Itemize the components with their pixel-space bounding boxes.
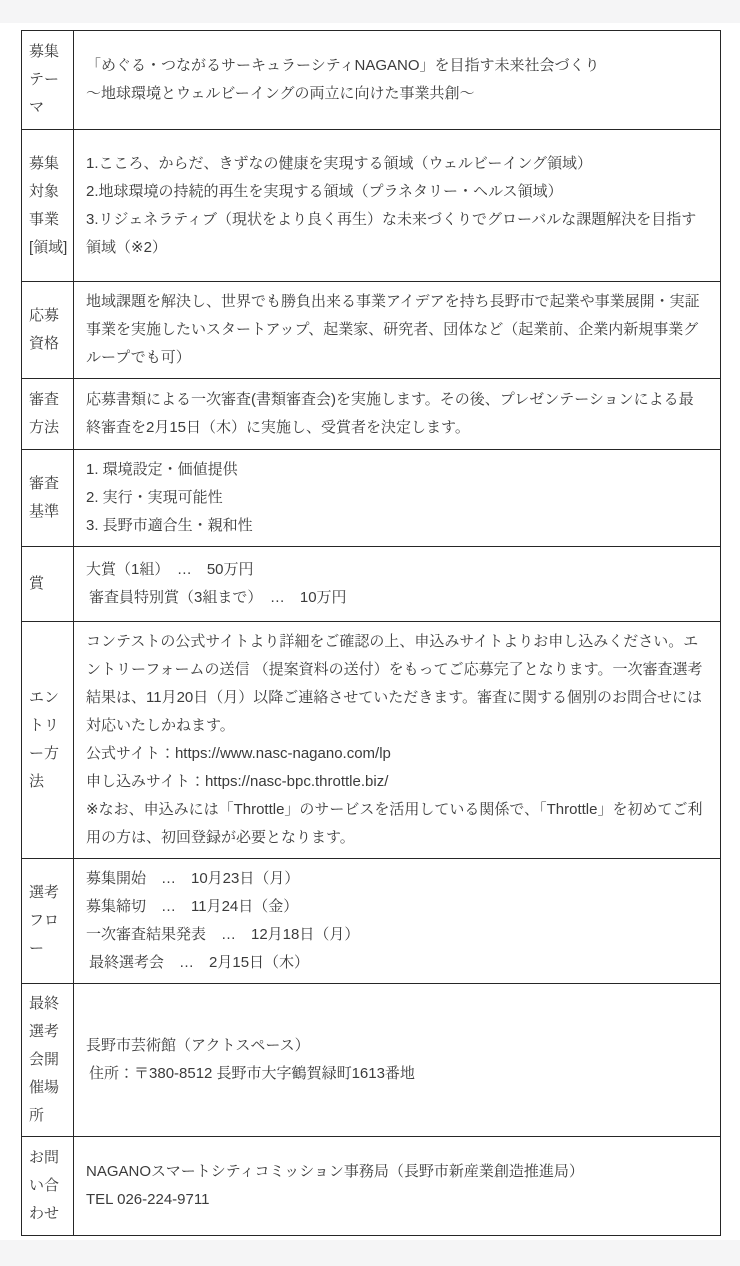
page-band-top [0,0,740,23]
contest-info-table [21,30,721,1236]
table-row-contact [22,1137,721,1236]
row-header-target-business: 募集対象事業[領域] [22,130,74,282]
content-line: 大賞（1組） … 50万円 [86,561,254,578]
content-line: コンテストの公式サイトより詳細をご確認の上、申込みサイトよりお申し込みください。エントリーフォームの送信 （提案資料の送付）をもってご応募完了となります。一次審査選考結果は、11月20日（月）以降ご連絡させていただきます。審査に関する個別のお問合せには対応いたしかねます。 [86,633,703,734]
content-line: 募集締切 … 11月24日（金） [86,898,299,915]
content-line: 応募書類による一次審査(書類審査会)を実施します。その後、プレゼンテーションによる最終審査を2月15日（木）に実施し、受賞者を決定します。 [86,391,694,436]
content-line: 公式サイト：https://www.nasc-nagano.com/lp [86,745,391,762]
row-header-entry-method: エントリー方法 [22,622,74,859]
table-row-prizes [22,547,721,622]
content-line: 審査員特別賞（3組まで） … 10万円 [86,589,347,606]
table-row-screening-criteria [22,450,721,547]
row-content-selection-flow [74,859,721,984]
table-row-theme [22,31,721,130]
table-row-eligibility [22,282,721,379]
content-line: 住所：〒380-8512 長野市大字鶴賀緑町1613番地 [86,1065,415,1082]
row-content-entry-method [74,622,721,859]
content-line: ～地球環境とウェルビーイングの両立に向けた事業共創～ [86,85,475,102]
row-content-prizes [74,547,721,622]
content-line: 「めぐる・つながるサーキュラーシティNAGANO」を目指す未来社会づくり [86,57,600,74]
table-row-entry-method [22,622,721,859]
row-content-final-venue [74,984,721,1137]
row-content-target-business [74,130,721,282]
content-line: 2. 実行・実現可能性 [86,489,223,506]
table-row-target-business [22,130,721,282]
page-band-bottom [0,1240,740,1266]
row-header-screening-method: 審査方法 [22,379,74,450]
row-header-theme: 募集テーマ [22,31,74,130]
content-line: 1.こころ、からだ、きずなの健康を実現する領域（ウェルビーイング領域） [86,154,593,172]
row-header-prizes: 賞 [22,547,74,622]
row-header-eligibility: 応募資格 [22,282,74,379]
content-line: TEL 026-224-9711 [86,1191,210,1208]
content-line: 募集開始 … 10月23日（月） [86,870,300,887]
row-header-contact: お問い合わせ [22,1137,74,1236]
row-content-theme [74,31,721,130]
row-content-contact [74,1137,721,1236]
row-content-screening-criteria [74,450,721,547]
row-content-screening-method [74,379,721,450]
row-header-screening-criteria: 審査基準 [22,450,74,547]
table-row-selection-flow [22,859,721,984]
content-line: 一次審査結果発表 … 12月18日（月） [86,926,360,943]
content-line: 最終選考会 … 2月15日（木） [86,954,310,971]
content-line: ※なお、申込みには「Throttle」のサービスを活用している関係で、「Throttle」を初めてご利用の方は、初回登録が必要となります。 [86,801,703,846]
content-line: 申し込みサイト：https://nasc-bpc.throttle.biz/ [86,773,389,790]
content-line: 地域課題を解決し、世界でも勝負出来る事業アイデアを持ち長野市で起業や事業展開・実証事業を実施したいスタートアップ、起業家、研究者、団体など（起業前、企業内新規事業グループでも可） [86,293,700,366]
content-line: NAGANOスマートシティコミッション事務局（長野市新産業創造推進局） [86,1163,584,1180]
content-line: 2.地球環境の持続的再生を実現する領域（プラネタリー・ヘルス領域） [86,182,563,200]
row-content-eligibility [74,282,721,379]
table-row-screening-method [22,379,721,450]
content-line: 3.リジェネラティブ（現状をより良く再生）な未来づくりでグローバルな課題解決を目指す領域（※2） [86,210,697,256]
row-header-selection-flow: 選考フロー [22,859,74,984]
content-line: 3. 長野市適合生・親和性 [86,517,253,534]
table-row-final-venue [22,984,721,1137]
row-header-final-venue: 最終選考会開催場所 [22,984,74,1137]
content-line: 長野市芸術館（アクトスペース） [86,1037,310,1054]
content-line: 1. 環境設定・価値提供 [86,461,238,478]
